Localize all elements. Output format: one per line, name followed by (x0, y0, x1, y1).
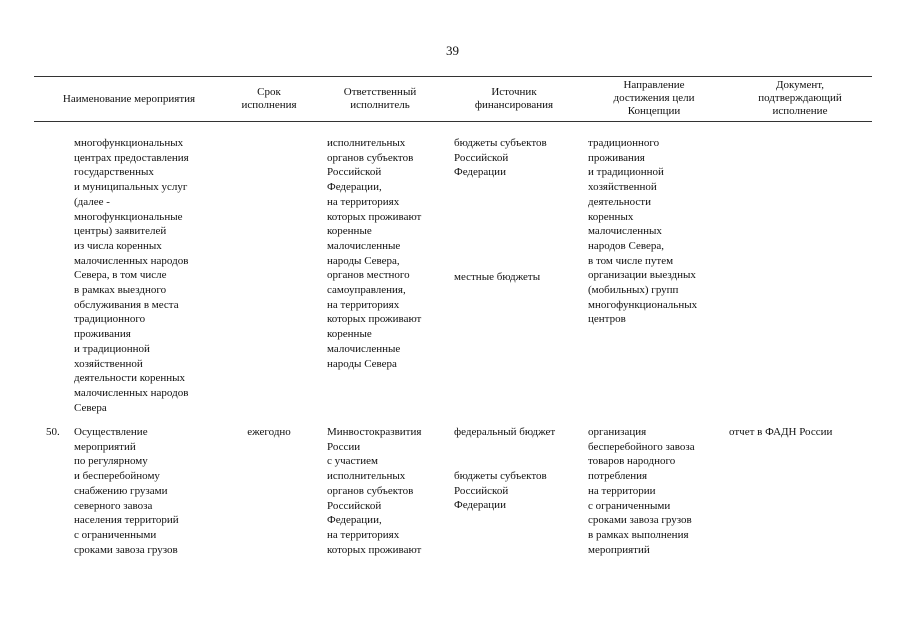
header-bottom-rule (34, 121, 872, 122)
row-source-1: федеральный бюджет (454, 426, 556, 438)
header-name: Наименование мероприятия (62, 93, 196, 105)
row-source-1: бюджеты субъектов Российской Федерации (454, 137, 547, 179)
header-document: Документ, подтверждающий исполнение (758, 79, 842, 117)
header-responsible: Ответственный исполнитель (343, 86, 417, 111)
page-number: 39 (446, 43, 459, 58)
row-source-2: местные бюджеты (454, 271, 541, 283)
table-top-rule (34, 76, 872, 77)
row-source-2: бюджеты субъектов Российской Федерации (454, 470, 547, 512)
row-name: Осуществление мероприятий по регулярному и бесперебойному снабжению грузами северного завоза населения территорий с ограниченными сроками завоза грузов (74, 426, 179, 556)
row-responsible: исполнительных органов субъектов Российской Федерации, на территориях которых проживают коренные малочисленные народы Севера, органов местного самоуправления, на территориях которых проживают коренные малочисленные народы Севера (327, 137, 422, 370)
header-goal: Направление достижения цели Концепции (613, 79, 695, 117)
row-goal: традиционного проживания и традиционной хозяйственной деятельности коренных малочисленных народов Севера, в том числе путем организации выездных (мобильных) групп многофункциональных центров (588, 137, 698, 326)
header-term: Срок исполнения (241, 86, 297, 111)
row-term: ежегодно (247, 426, 291, 438)
row-document: отчет в ФАДН России (729, 426, 833, 438)
row-name: многофункциональных центрах предоставления государственных и муниципальных услуг (далее - многофункциональные центры) заявителей из числа коренных малочисленных народов Севера, в том числе в рамках выездного обслуживания в места традиционного проживания и традиционной хозяйственной деятельности коренных малочисленных народов Севера (74, 137, 189, 414)
row-goal: организация бесперебойного завоза товаров народного потребления на территории с ограниченными сроками завоза грузов в рамках выполнения мероприятий (588, 426, 695, 556)
row-number: 50. (46, 426, 60, 438)
row-responsible: Минвостокразвития России с участием исполнительных органов субъектов Российской Федерации, на территориях которых проживают (327, 426, 422, 556)
header-source: Источник финансирования (474, 86, 554, 111)
